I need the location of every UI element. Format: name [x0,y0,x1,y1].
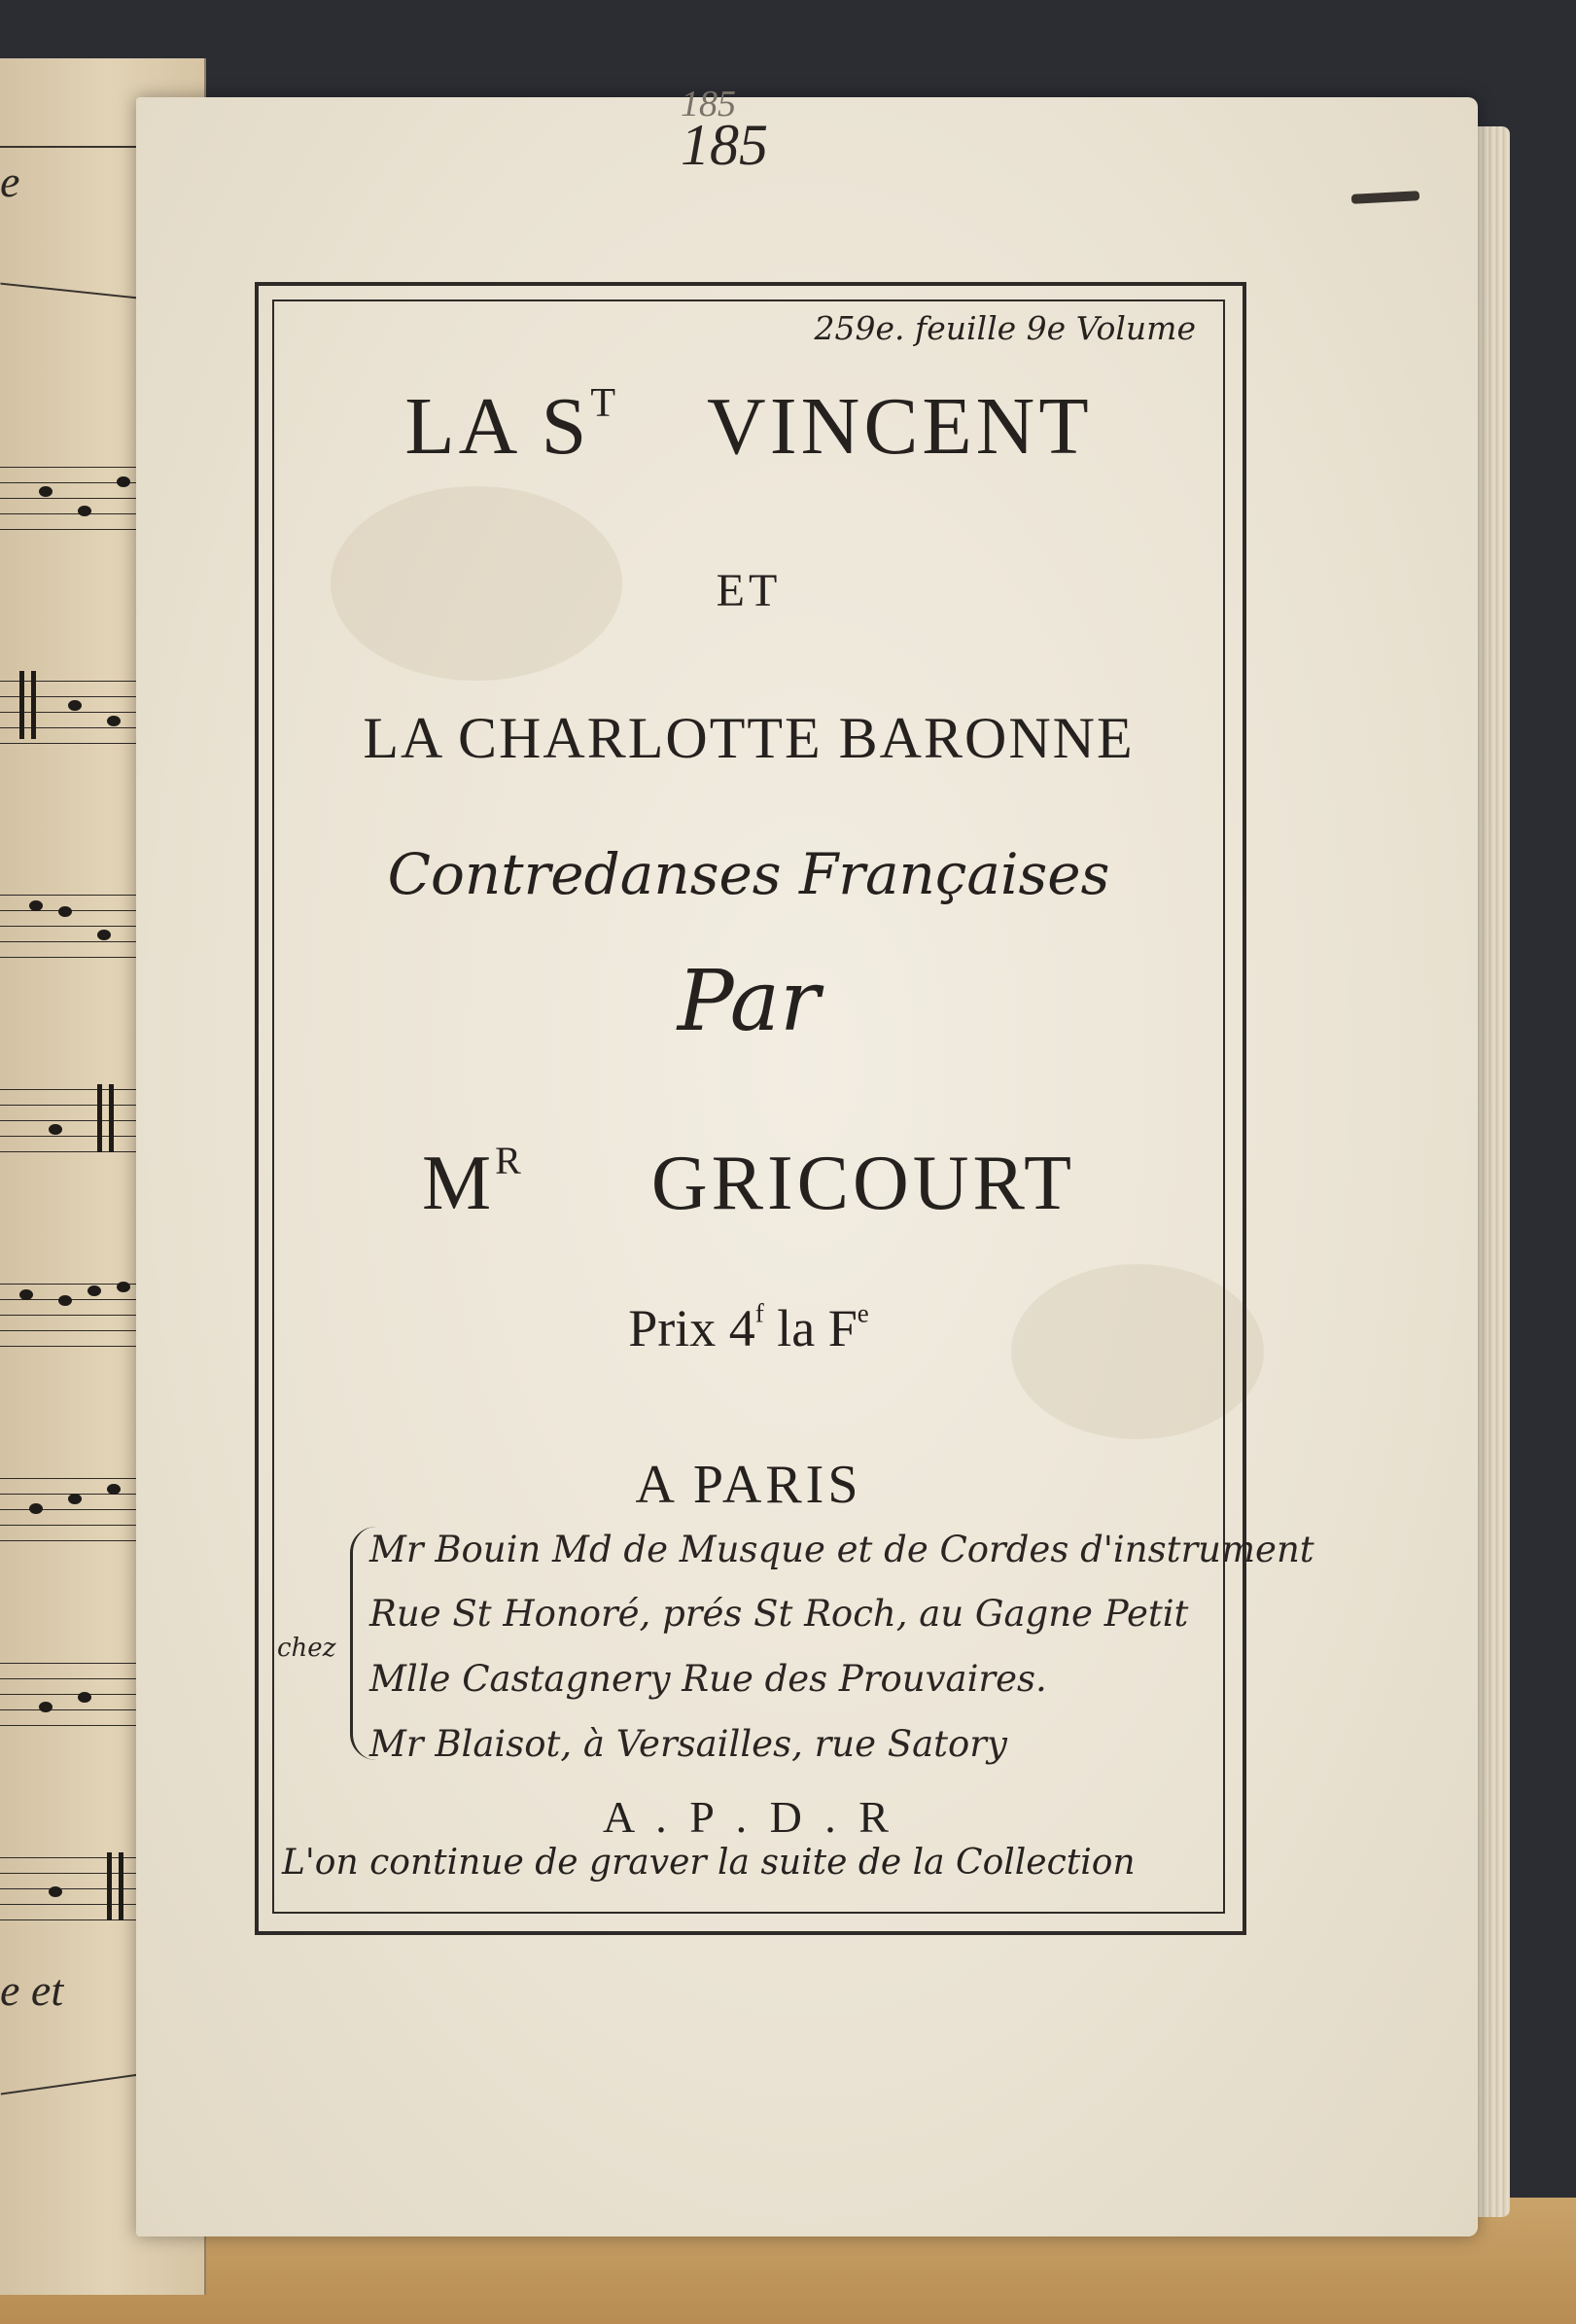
privilege: A . P . D . R [603,1792,894,1842]
by-label: Par [677,953,821,1050]
sellers-label: chez [277,1634,336,1663]
left-page-fragment-bottom: e et [0,1965,64,2015]
title-line-1 [272,379,1225,474]
seller-line-4: Mr Blaisot, à Versailles, rue Satory [369,1723,1007,1765]
composer-prefix-sup: R [495,1139,525,1182]
subtitle: Contredanses Françaises [387,841,1110,907]
catalog-number-old: 185 [681,84,736,124]
title-line-1-rest: VINCENT [707,381,1093,472]
price-text-2: la F [777,1299,858,1357]
seller-line-2: Rue St Honoré, prés St Roch, au Gagne Petit [369,1593,1189,1635]
composer [272,1138,1225,1228]
price-text-1: Prix 4 [628,1299,755,1357]
place: A PARIS [635,1455,862,1515]
title-line-1-main: LA S [404,381,591,472]
title-line-2: LA CHARLOTTE BARONNE [363,706,1135,770]
price-sup-2: e [857,1298,869,1328]
composer-prefix: M [422,1141,496,1226]
title-line-1-sup: T [590,381,620,427]
price [272,1298,1225,1358]
left-page-fragment-top: e [0,157,20,206]
price-sup-1: f [754,1298,764,1328]
seller-line-1: Mr Bouin Md de Musque et de Cordes d'instrument [369,1529,1314,1570]
sheet-info: 259e. feuille 9e Volume [814,309,1196,347]
composer-name: GRICOURT [650,1141,1075,1226]
catalog-number: 185 [681,113,768,177]
seller-line-3: Mlle Castagnery Rue des Prouvaires. [369,1658,1047,1700]
title-conjunction: ET [716,565,782,616]
footer-note: L'on continue de graver la suite de la Collection [282,1843,1136,1883]
